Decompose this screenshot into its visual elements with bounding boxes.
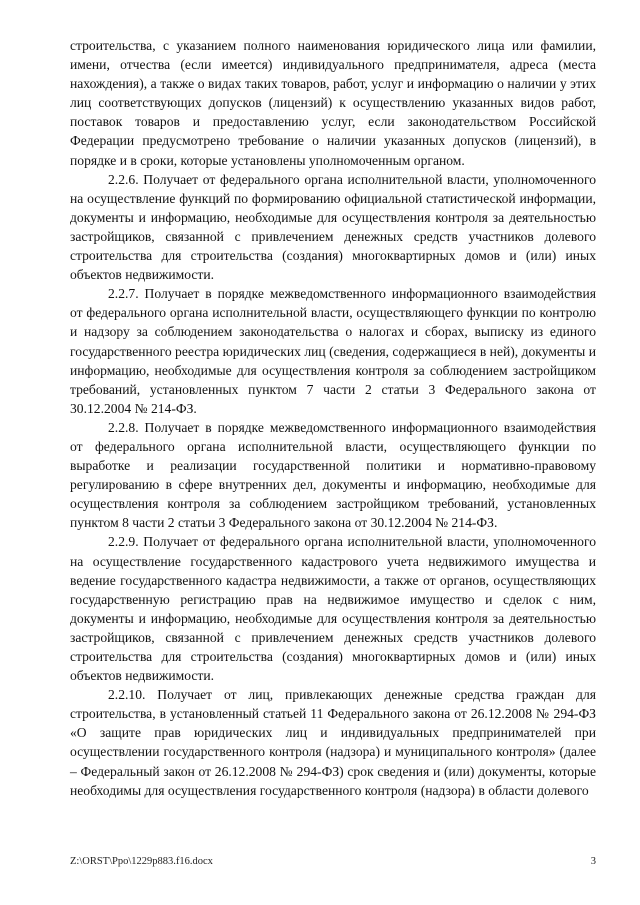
footer-page-number: 3 [590, 856, 596, 867]
paragraph-continuation: строительства, с указанием полного наименования юридического лица или фамилии, имени, отчества (если имеется) индивидуального предпринимателя, адреса (места нахождения), а также о видах таких товаров, работ, услуг и информацию о наличии у этих лиц соответствующих допусков (лицензий) к осуществлению указанных видов работ, поставок товаров и предоставлению услуг, если законодательством Российской Федерации предусмотрено требование о наличии указанных допусков (лицензий), в порядке и в сроки, которые установлены уполномоченным органом. [70, 38, 596, 168]
paragraph-2-2-9: 2.2.9. Получает от федерального органа исполнительной власти, уполномоченного на осуществление государственного кадастрового учета недвижимого имущества и ведение государственного кадастра недвижимости, а также от органов, осуществляющих государственную регистрацию прав на недвижимое имущество и сделок с ним, документы и информацию, необходимые для осуществления контроля за деятельностью застройщиков, связанной с привлечением денежных средств участников долевого строительства для строительства (создания) многоквартирных домов и (или) иных объектов недвижимости. [70, 534, 596, 684]
footer-file-path: Z:\ORST\Ppo\1229p883.f16.docx [70, 856, 213, 867]
paragraph-2-2-7: 2.2.7. Получает в порядке межведомственного информационного взаимодействия от федерального органа исполнительной власти, осуществляющего функции по контролю и надзору за соблюдением законодательства о налогах и сборах, выписку из единого государственного реестра юридических лиц (сведения, содержащиеся в ней), документы и информацию, необходимые для осуществления контроля за соблюдением застройщиком требований, установленных пунктом 7 части 2 статьи 3 Федерального закона от 30.12.2004 № 214-ФЗ. [70, 286, 596, 416]
paragraph-2-2-10: 2.2.10. Получает от лиц, привлекающих денежные средства граждан для строительства, в установленный статьей 11 Федерального закона от 26.12.2008 № 294-ФЗ «О защите прав юридических лиц и индивидуальных предпринимателей при осуществлении государственного контроля (надзора) и муниципального контроля» (далее – Федеральный закон от 26.12.2008 № 294-ФЗ) срок сведения и (или) документы, которые необходимы для осуществления государственного контроля (надзора) в области долевого [70, 687, 596, 798]
document-body [70, 36, 596, 800]
paragraph-2-2-8: 2.2.8. Получает в порядке межведомственного информационного взаимодействия от федерального органа исполнительной власти, осуществляющего функции по выработке и реализации государственной политики и нормативно-правовому регулированию в сфере внутренних дел, документы и информацию, необходимые для осуществления контроля за соблюдением застройщиком требований, установленных пунктом 8 части 2 статьи 3 Федерального закона от 30.12.2004 № 214-ФЗ. [70, 419, 596, 531]
paragraph-2-2-6: 2.2.6. Получает от федерального органа исполнительной власти, уполномоченного на осуществление функций по формированию официальной статистической информации, документы и информацию, необходимые для осуществления контроля за деятельностью застройщиков, связанной с привлечением денежных средств участников долевого строительства для строительства (создания) многоквартирных домов и (или) иных объектов недвижимости. [70, 171, 596, 283]
